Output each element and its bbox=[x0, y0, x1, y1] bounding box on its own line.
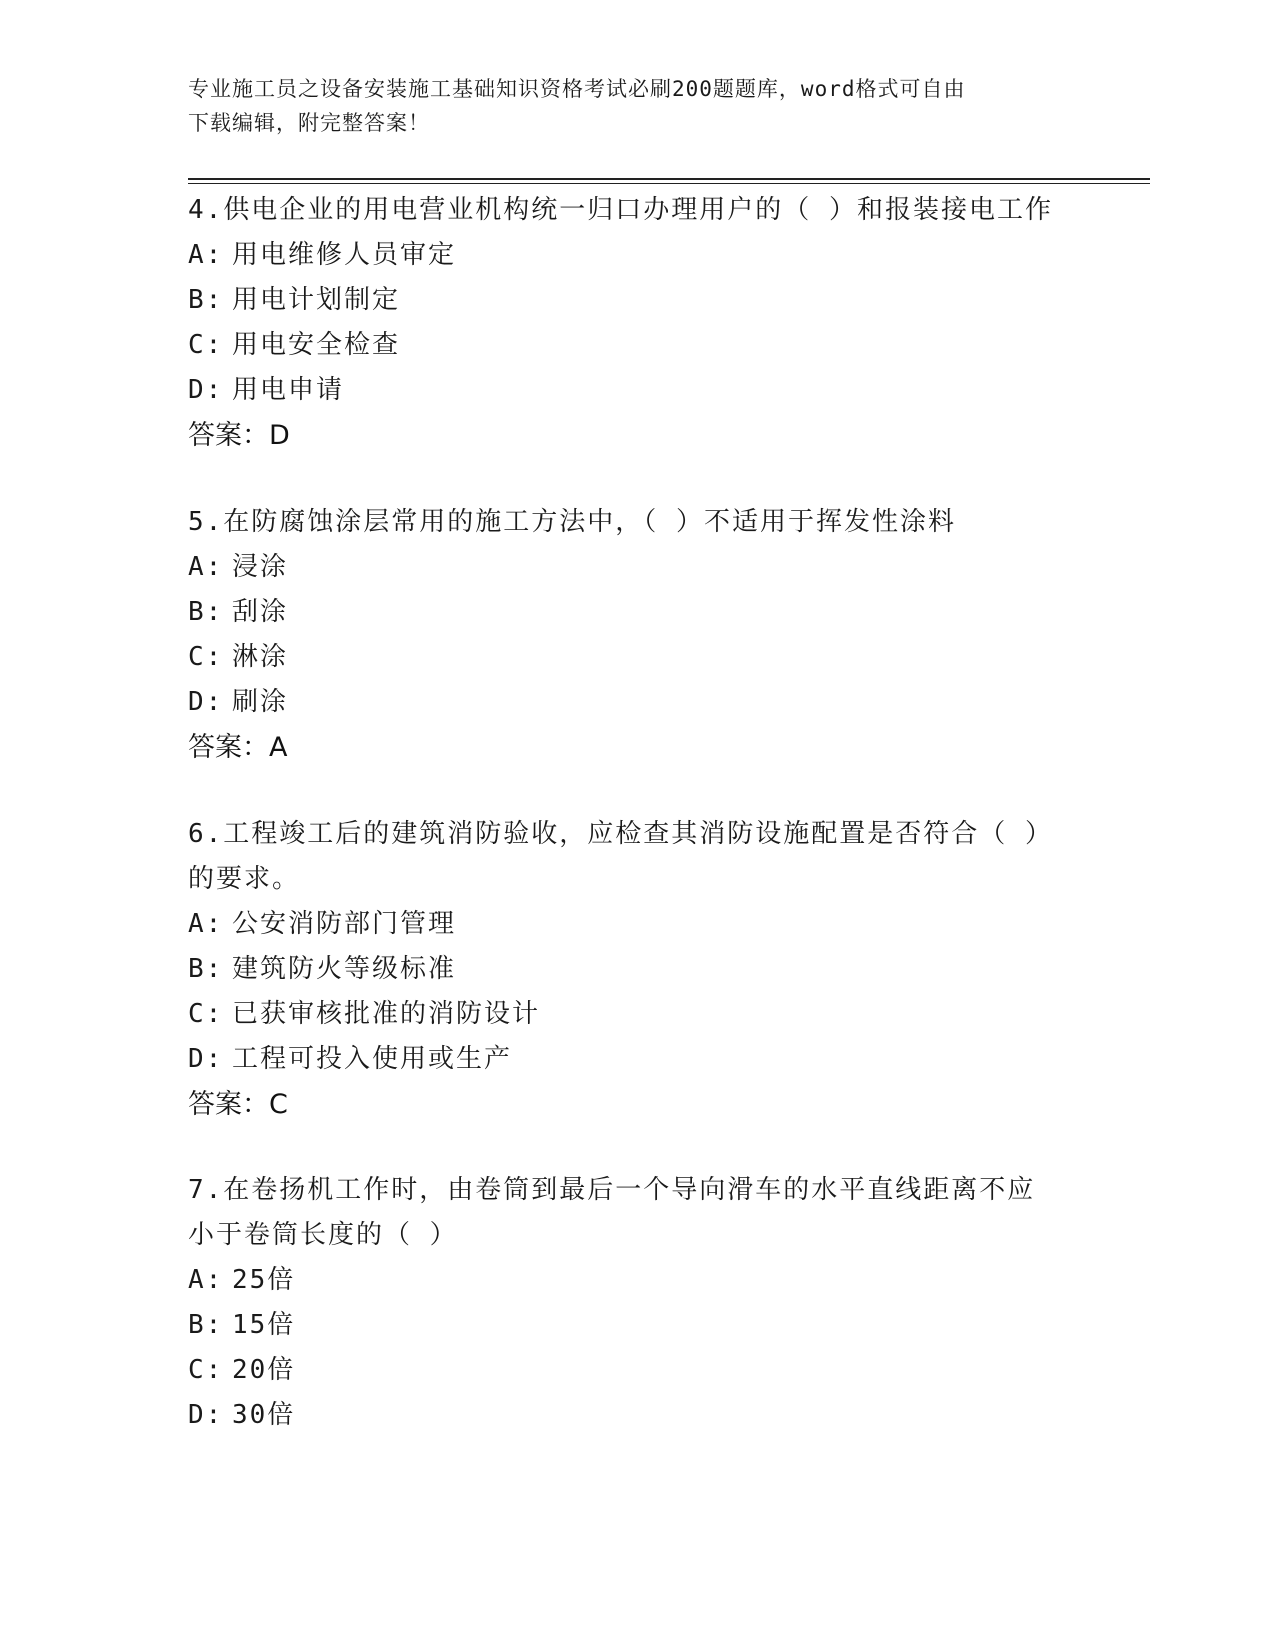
option-text: 用电计划制定 bbox=[232, 285, 401, 315]
question-7 bbox=[188, 1168, 1088, 1438]
option-letter: B: bbox=[188, 597, 224, 627]
option-letter: D: bbox=[188, 1044, 224, 1074]
document-header bbox=[188, 72, 1068, 140]
question-stem: 4.供电企业的用电营业机构统一归口办理用户的（ ）和报装接电工作 bbox=[188, 195, 1053, 225]
question-4 bbox=[188, 188, 1088, 458]
option-text: 工程可投入使用或生产 bbox=[232, 1044, 513, 1074]
option-d bbox=[188, 368, 1088, 413]
option-text: 用电维修人员审定 bbox=[232, 240, 457, 270]
question-5 bbox=[188, 500, 1088, 770]
question-stem: 5.在防腐蚀涂层常用的施工方法中，（ ）不适用于挥发性涂料 bbox=[188, 507, 956, 537]
option-letter: B: bbox=[188, 954, 224, 984]
option-letter: C: bbox=[188, 642, 224, 672]
option-letter: D: bbox=[188, 375, 224, 405]
option-text: 公安消防部门管理 bbox=[232, 909, 457, 939]
answer-label: 答案：C bbox=[188, 1089, 288, 1120]
option-text: 20倍 bbox=[232, 1355, 296, 1385]
option-text: 用电安全检查 bbox=[232, 330, 401, 360]
option-text: 已获审核批准的消防设计 bbox=[232, 999, 541, 1029]
option-letter: C: bbox=[188, 330, 224, 360]
option-b bbox=[188, 278, 1088, 323]
option-letter: D: bbox=[188, 687, 224, 717]
option-letter: A: bbox=[188, 1265, 224, 1295]
answer-label: 答案：D bbox=[188, 420, 290, 451]
header-divider bbox=[188, 178, 1150, 184]
option-letter: A: bbox=[188, 552, 224, 582]
option-letter: D: bbox=[188, 1400, 224, 1430]
option-a bbox=[188, 1258, 1088, 1303]
option-text: 15倍 bbox=[232, 1310, 296, 1340]
option-text: 刷涂 bbox=[232, 687, 289, 717]
option-d bbox=[188, 1393, 1088, 1438]
option-c bbox=[188, 992, 1088, 1037]
option-text: 刮涂 bbox=[232, 597, 289, 627]
option-letter: A: bbox=[188, 909, 224, 939]
header-line-2: 下载编辑，附完整答案！ bbox=[188, 111, 430, 135]
option-text: 浸涂 bbox=[232, 552, 289, 582]
option-c bbox=[188, 635, 1088, 680]
header-line-1: 专业施工员之设备安装施工基础知识资格考试必刷200题题库，word格式可自由 bbox=[188, 77, 966, 101]
option-b bbox=[188, 1303, 1088, 1348]
option-d bbox=[188, 680, 1088, 725]
option-text: 30倍 bbox=[232, 1400, 296, 1430]
option-letter: B: bbox=[188, 1310, 224, 1340]
answer-label: 答案：A bbox=[188, 732, 288, 763]
question-6 bbox=[188, 812, 1088, 1127]
option-text: 用电申请 bbox=[232, 375, 345, 405]
option-text: 淋涂 bbox=[232, 642, 289, 672]
option-a bbox=[188, 545, 1088, 590]
option-letter: C: bbox=[188, 999, 224, 1029]
option-text: 建筑防火等级标准 bbox=[232, 954, 457, 984]
option-letter: C: bbox=[188, 1355, 224, 1385]
option-b bbox=[188, 590, 1088, 635]
option-c bbox=[188, 1348, 1088, 1393]
question-stem-line-1: 6.工程竣工后的建筑消防验收，应检查其消防设施配置是否符合（ ） bbox=[188, 819, 1053, 849]
option-letter: B: bbox=[188, 285, 224, 315]
option-d bbox=[188, 1037, 1088, 1082]
question-stem-line-2: 小于卷筒长度的（ ） bbox=[188, 1220, 458, 1250]
question-stem-line-2: 的要求。 bbox=[188, 864, 301, 894]
question-stem-line-1: 7.在卷扬机工作时，由卷筒到最后一个导向滑车的水平直线距离不应 bbox=[188, 1175, 1036, 1205]
option-c bbox=[188, 323, 1088, 368]
option-letter: A: bbox=[188, 240, 224, 270]
option-b bbox=[188, 947, 1088, 992]
option-a bbox=[188, 233, 1088, 278]
option-a bbox=[188, 902, 1088, 947]
option-text: 25倍 bbox=[232, 1265, 296, 1295]
